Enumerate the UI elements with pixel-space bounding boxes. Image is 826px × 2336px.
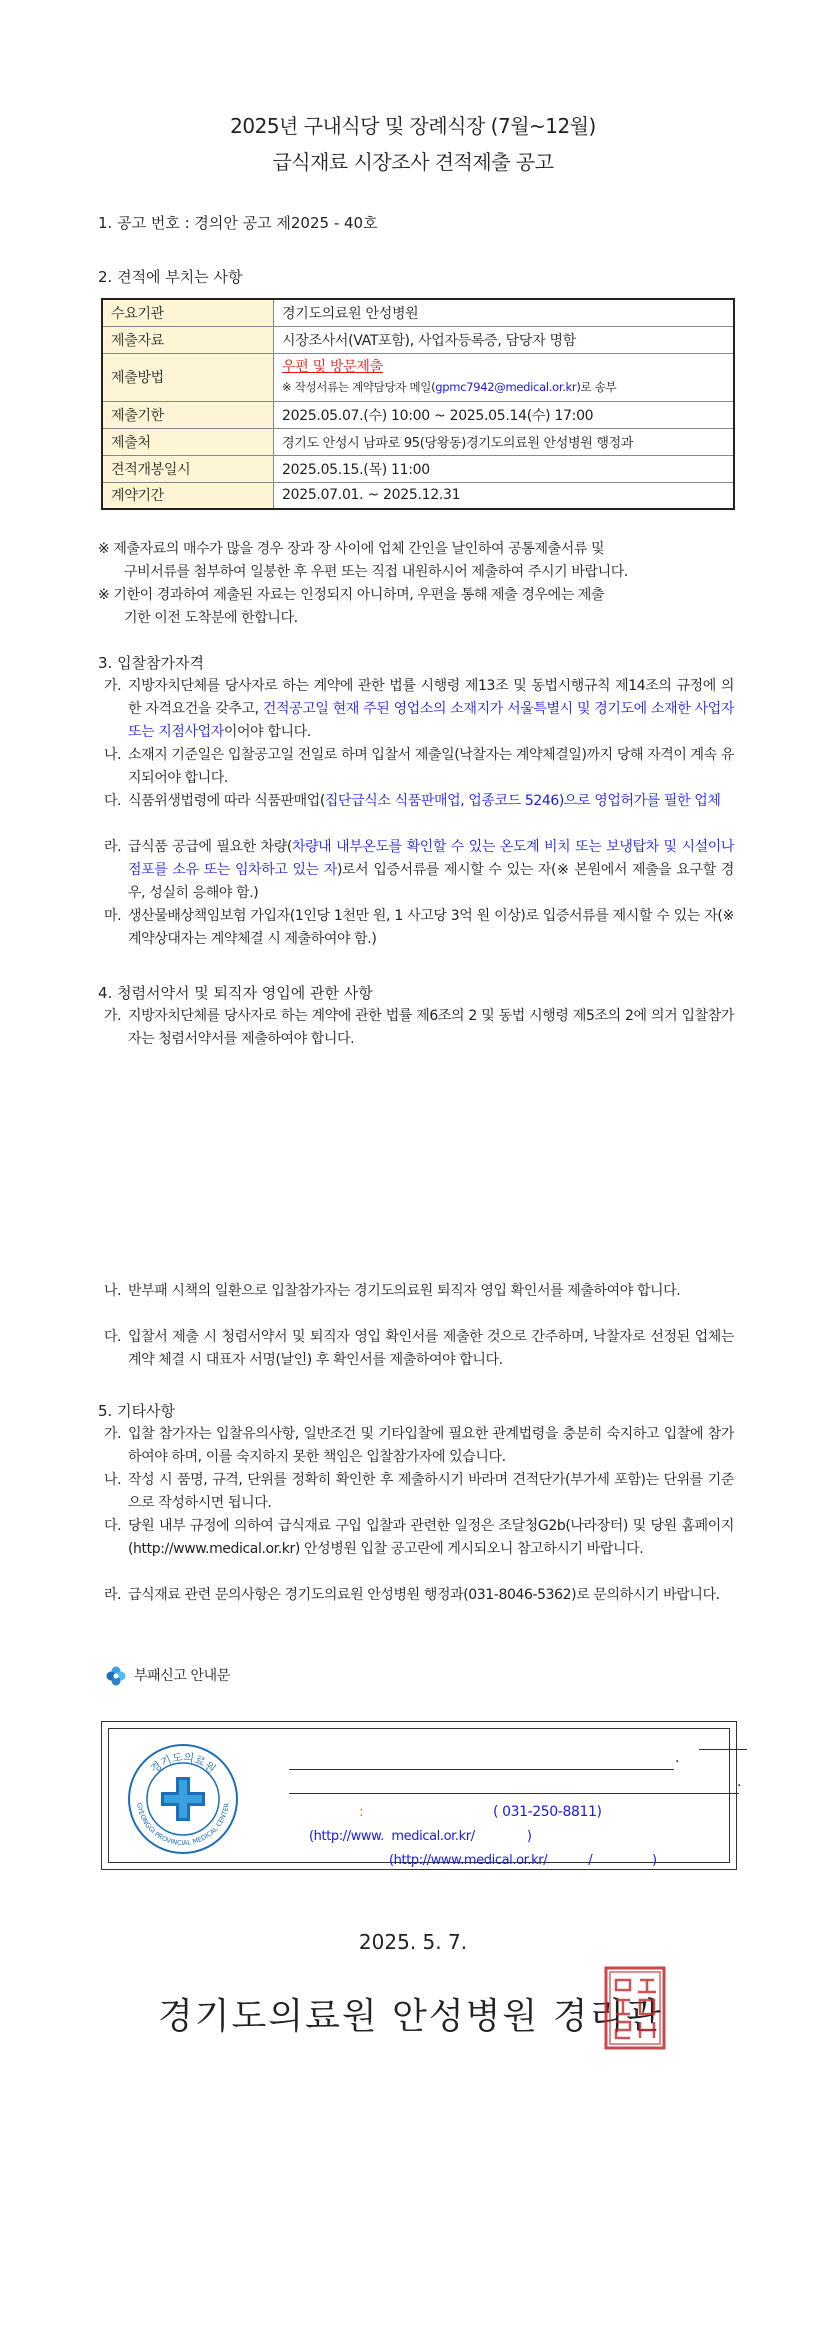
item-marker: 나. (104, 747, 122, 763)
report-colon: : (359, 1804, 364, 1820)
row-label: 제출자료 (102, 326, 274, 353)
row-value: 경기도의료원 안성병원 (274, 299, 735, 326)
report-notice-box (101, 1721, 742, 1870)
table-row (102, 353, 734, 401)
section-4-heading: 4. 청렴서약서 및 퇴직자 영입에 관한 사항 (98, 984, 373, 1002)
row-label: 수요기관 (102, 299, 274, 326)
item-text: 식품위생법령에 따라 식품판매업( (128, 793, 325, 809)
notice-title-line1: 2025년 구내식당 및 장례식장 (7월~12월) (230, 114, 596, 138)
item-text: 입찰서 제출 시 청렴서약서 및 퇴직자 영입 확인서를 제출한 것으로 간주하며, 낙찰자로 선정된 업체는 계약 체결 시 대표자 서명(날인) 후 확인서를 제출하여야 합니다. (128, 1329, 734, 1368)
table-row (102, 326, 734, 353)
svg-text:경기도의료원 (147, 1750, 218, 1776)
item-text: )로서 입증서류를 제시할 수 있는 자(※ 본원에서 제출을 요구할 경우, 성실히 응해야 함.) (128, 862, 734, 901)
row-value (274, 353, 735, 401)
list-item (104, 675, 734, 744)
item-marker: 가. (104, 1008, 122, 1024)
item-marker: 나. (104, 1283, 122, 1299)
list-item (104, 790, 734, 813)
list-item (104, 744, 734, 790)
seal-english-name: GYEONGGI PROVINCIAL MEDICAL CENTER (135, 1802, 231, 1848)
contact-email-link[interactable]: gpmc7942@medical.or.kr (435, 380, 577, 394)
list-item (104, 1469, 734, 1515)
submission-method: 우편 및 방문제출 (282, 359, 383, 375)
item-marker: 나. (104, 1472, 122, 1488)
submission-note (282, 377, 725, 397)
item-text: 급식재료 관련 문의사항은 경기도의료원 안성병원 행정과(031-8046-5362)로 문의하시기 바랍니다. (128, 1587, 720, 1603)
item-text: 작성 시 품명, 규격, 단위를 정확히 확인한 후 제출하시기 바라며 견적단가(부가세 포함)는 단위를 기준으로 작성하시면 됩니다. (128, 1472, 734, 1511)
item-marker: 가. (104, 678, 122, 694)
seal-korean-name: 경기도의료원 (147, 1750, 219, 1776)
row-value: 2025.05.07.(수) 10:00 ~ 2025.05.14(수) 17:00 (274, 401, 735, 428)
report-dot: . (675, 1750, 680, 1766)
item-marker: 라. (104, 839, 122, 855)
row-value: 2025.05.15.(목) 11:00 (274, 455, 735, 482)
item-text: 지방자치단체를 당사자로 하는 계약에 관한 법률 제6조의 2 및 동법 시행령 제5조의 2에 의거 입찰참가자는 청렴서약서를 제출하여야 합니다. (128, 1008, 734, 1047)
note-1-line-2: 구비서류를 첨부하여 일붕한 후 우편 또는 직접 내원하시어 제출하여 주시기 바랍니다. (124, 564, 628, 580)
item-marker: 마. (104, 908, 122, 924)
item-text: 생산물배상책임보험 가입자(1인당 1천만 원, 1 사고당 3억 원 이상)로 입증서류를 제시할 수 있는 자(※ 계약상대자는 계약체결 시 제출하여야 함.) (128, 908, 734, 947)
table-row (102, 455, 734, 482)
report-url-1[interactable]: (http://www. medical.or.kr/ ) (309, 1829, 532, 1844)
clover-icon (106, 1666, 126, 1686)
official-red-stamp-icon (604, 1966, 666, 2050)
list-item (104, 1326, 734, 1372)
note-suffix: )로 송부 (576, 380, 617, 394)
item-text: 당원 내부 규정에 의하여 급식재료 구입 입찰과 관련한 일정은 조달청G2b(나라장터) 및 당원 홈페이지(http://www.medical.or.kr) 안성병원 입찰 공고란에 게시되오니 참고하시기 바랍니다. (128, 1518, 734, 1557)
notice-title-line2: 급식재료 시장조사 견적제출 공고 (272, 150, 554, 174)
section-2-heading: 2. 견적에 부치는 사항 (98, 268, 243, 286)
row-label: 제출방법 (102, 353, 274, 401)
row-label: 제출처 (102, 428, 274, 455)
list-item (104, 1005, 734, 1051)
notice-date: 2025. 5. 7. (358, 1930, 468, 1954)
row-label: 제출기한 (102, 401, 274, 428)
list-item (104, 1515, 734, 1561)
item-text: 이어야 합니다. (223, 724, 311, 740)
item-text: 급식품 공급에 필요한 차량( (128, 839, 292, 855)
table-row (102, 401, 734, 428)
item-text: 입찰 참가자는 입찰유의사항, 일반조건 및 기타입찰에 필요한 관계법령을 충분히 숙지하고 입찰에 참가하여야 하며, 이를 숙지하지 못한 책임은 입찰참가자에 있습니다. (128, 1426, 734, 1465)
section-1-notice-number: 1. 공고 번호 : 경의안 공고 제2025 - 40호 (98, 214, 378, 232)
item-emphasis: 건적공고일 현재 주된 영업소의 소재지가 서울특별시 및 경기도에 소재한 사업자 또는 지점사업자 (128, 701, 734, 740)
item-emphasis: 집단급식소 식품판매업, 업종코드 5246)으로 영업허가를 필한 업체 (324, 793, 721, 809)
report-heading: 부패신고 안내문 (134, 1668, 230, 1684)
list-item (104, 836, 734, 905)
note-1-line-1: ※ 제출자료의 매수가 많을 경우 장과 장 사이에 업체 간인을 날인하여 공통제출서류 및 (98, 541, 605, 557)
row-label: 견적개봉일시 (102, 455, 274, 482)
item-text: 반부패 시책의 일환으로 입찰참가자는 경기도의료원 퇴직자 영입 확인서를 제출하여야 합니다. (128, 1283, 681, 1299)
report-dot: . (737, 1774, 742, 1790)
report-url-2[interactable]: (http://www.medical.or.kr/ / ) (389, 1853, 657, 1868)
bid-info-table (101, 298, 735, 510)
note-prefix: ※ 작성서류는 계약담당자 메일( (282, 380, 436, 394)
list-item (104, 1584, 734, 1607)
row-value: 시장조사서(VAT포함), 사업자등록증, 담당자 명함 (274, 326, 735, 353)
section-3-heading: 3. 입찰참가자격 (98, 654, 205, 672)
table-row (102, 299, 734, 326)
item-text: 지방자치단체를 당사자로 하는 계약에 관한 법률 시행령 제13조 및 동법시행규칙 제14조의 규정에 의한 자격요건을 갖추고, (128, 678, 734, 717)
item-marker: 가. (104, 1426, 122, 1442)
list-item (104, 1423, 734, 1469)
list-item (104, 1280, 734, 1303)
item-marker: 라. (104, 1587, 122, 1603)
report-phone: ( 031-250-8811) (493, 1804, 602, 1820)
item-emphasis: 차량내 내부온도를 확인할 수 있는 온도계 비치 또는 보냉탑차 및 시설이나 점포를 소유 또는 임차하고 있는 자 (128, 839, 734, 878)
medical-center-seal-icon (127, 1743, 239, 1855)
issuer-signature: 경기도의료원 안성병원 경리관 (158, 1996, 663, 2037)
item-marker: 다. (104, 793, 122, 809)
note-2-line-2: 기한 이전 도착분에 한합니다. (124, 610, 298, 626)
table-row (102, 428, 734, 455)
row-label: 계약기간 (102, 482, 274, 509)
section-5-heading: 5. 기타사항 (98, 1402, 176, 1420)
list-item (104, 905, 734, 951)
note-2-line-1: ※ 기한이 경과하여 제출된 자료는 인정되지 아니하며, 우편을 통해 제출 경우에는 제출 (98, 587, 605, 603)
table-row (102, 482, 734, 509)
item-text: 소재지 기준일은 입찰공고일 전일로 하며 입찰서 제출일(낙찰자는 계약체결일)까지 당해 자격이 계속 유지되어야 합니다. (128, 747, 734, 786)
row-value: 경기도 안성시 남파로 95(당왕동)경기도의료원 안성병원 행정과 (274, 428, 735, 455)
row-value: 2025.07.01. ~ 2025.12.31 (274, 482, 735, 509)
item-marker: 다. (104, 1329, 122, 1345)
item-marker: 다. (104, 1518, 122, 1534)
